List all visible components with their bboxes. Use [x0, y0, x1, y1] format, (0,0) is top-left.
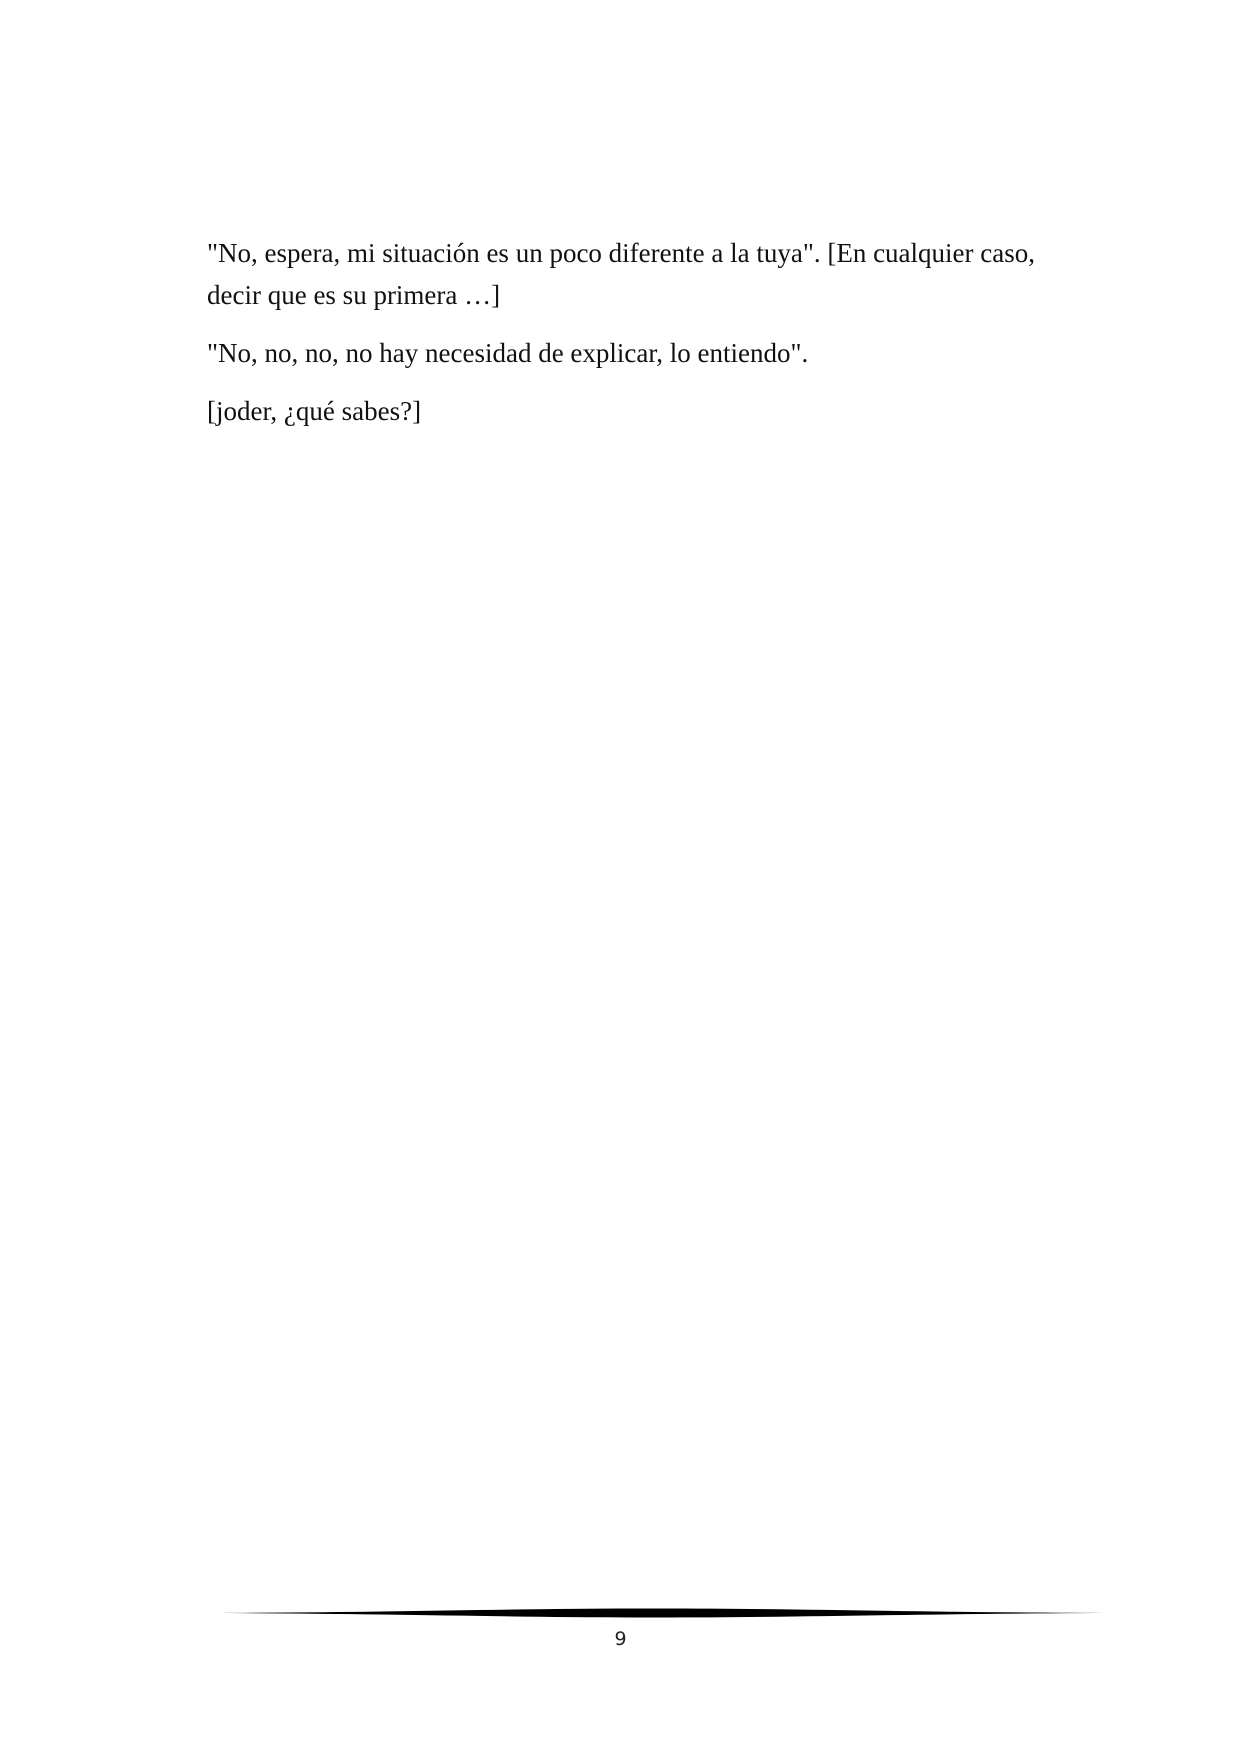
paragraph-1: "No, espera, mi situación es un poco diferente a la tuya". [En cualquier caso, decir que es su primera …]	[207, 238, 1035, 310]
paragraph-2: "No, no, no, no hay necesidad de explicar, lo entiendo".	[207, 338, 809, 368]
paragraph-3: [joder, ¿qué sabes?]	[207, 396, 422, 426]
page-number: 9	[614, 1628, 627, 1650]
footer-divider	[207, 1606, 1105, 1620]
page-body	[207, 232, 1067, 448]
